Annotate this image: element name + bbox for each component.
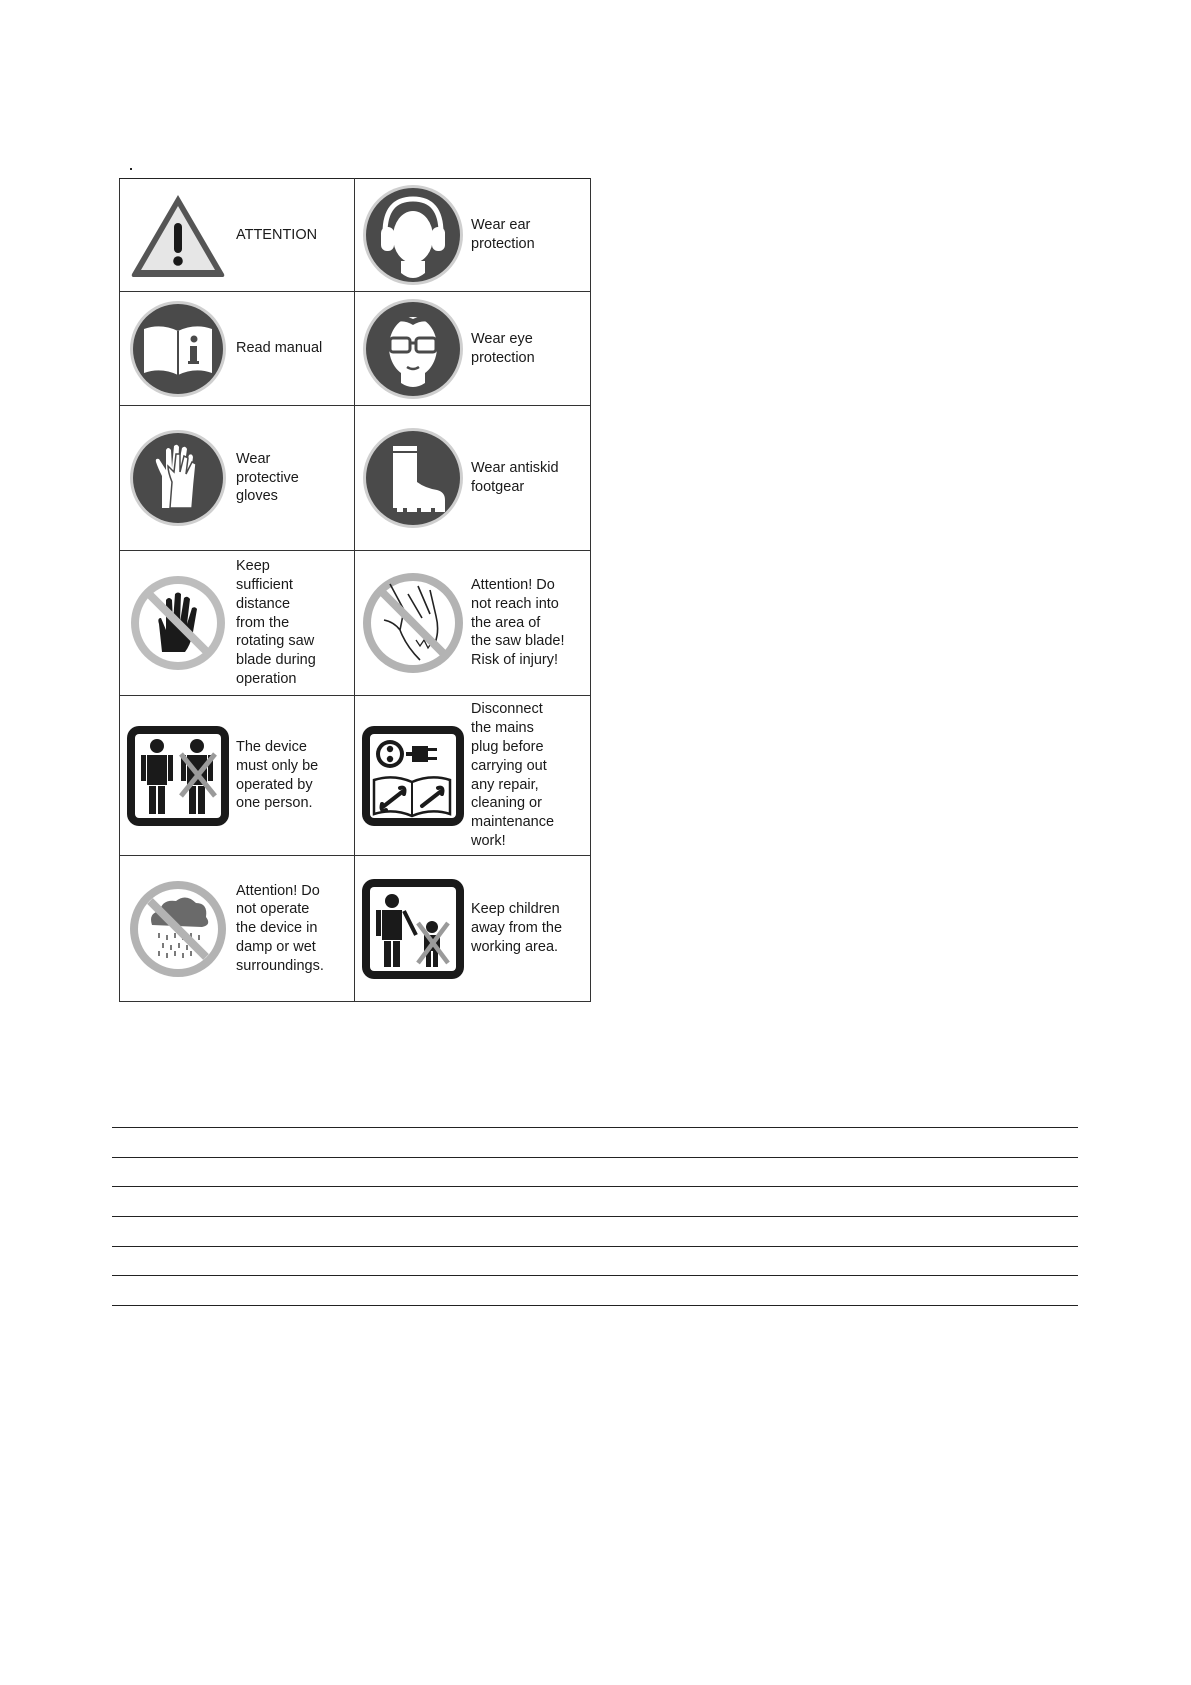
read-manual-icon — [128, 299, 228, 399]
table-row — [120, 856, 591, 1002]
sign-caption: Wear antiskid footgear — [471, 460, 559, 495]
table-row — [120, 292, 591, 406]
no-reach-saw-blade-icon — [360, 570, 466, 676]
keep-distance-hand-icon — [129, 574, 227, 672]
sign-cell-disconnect-plug — [355, 696, 591, 856]
protective-gloves-icon — [128, 428, 228, 528]
ruled-line — [112, 1246, 1078, 1276]
keep-children-away-icon — [360, 877, 466, 981]
one-person-operation-icon — [125, 724, 231, 828]
sign-caption: Keep sufficient distance from the rotating saw blade during operation — [236, 558, 316, 687]
sign-cell-eye-protection — [355, 292, 591, 406]
eye-protection-icon — [361, 297, 465, 401]
antiskid-footgear-icon — [361, 426, 465, 530]
sign-caption: Wear protective gloves — [236, 450, 299, 505]
ruled-line — [112, 1186, 1078, 1216]
no-damp-wet-icon — [128, 879, 228, 979]
sign-caption: Attention! Do not reach into the area of the saw blade! Risk of injury! — [471, 577, 565, 669]
sign-cell-keep-distance — [120, 551, 355, 696]
sign-cell-attention — [120, 179, 355, 292]
disconnect-mains-plug-icon — [360, 724, 466, 828]
ruled-line — [112, 1216, 1078, 1246]
sign-cell-keep-children-away — [355, 856, 591, 1002]
table-row — [120, 696, 591, 856]
table-row — [120, 406, 591, 551]
ruled-line — [112, 1157, 1078, 1187]
safety-signs-table — [119, 178, 591, 1002]
attention-warning-icon — [128, 190, 228, 280]
stray-mark — [130, 168, 132, 170]
sign-caption: Disconnect the mains plug before carrying out any repair, cleaning or maintenance work! — [471, 701, 555, 849]
sign-caption: Attention! Do not operate the device in damp or wet surroundings. — [236, 882, 324, 974]
ruled-line — [112, 1275, 1078, 1305]
table-row — [120, 179, 591, 292]
sign-cell-ear-protection — [355, 179, 591, 292]
sign-caption: Wear ear protection — [471, 217, 535, 252]
blank-ruled-lines — [112, 1127, 1078, 1306]
sign-cell-no-reach-saw-blade — [355, 551, 591, 696]
sign-cell-antiskid-footgear — [355, 406, 591, 551]
sign-caption: Wear eye protection — [471, 330, 535, 366]
ruled-line — [112, 1305, 1078, 1306]
ruled-line — [112, 1127, 1078, 1157]
sign-cell-no-damp — [120, 856, 355, 1002]
sign-caption: ATTENTION — [236, 226, 318, 243]
sign-caption: Keep children away from the working area. — [471, 901, 563, 955]
ear-protection-icon — [361, 183, 465, 287]
sign-cell-one-person — [120, 696, 355, 856]
sign-cell-protective-gloves — [120, 406, 355, 551]
sign-cell-read-manual — [120, 292, 355, 406]
table-row — [120, 551, 591, 696]
sign-caption: Read manual — [236, 340, 323, 357]
sign-caption: The device must only be operated by one person. — [236, 738, 319, 812]
